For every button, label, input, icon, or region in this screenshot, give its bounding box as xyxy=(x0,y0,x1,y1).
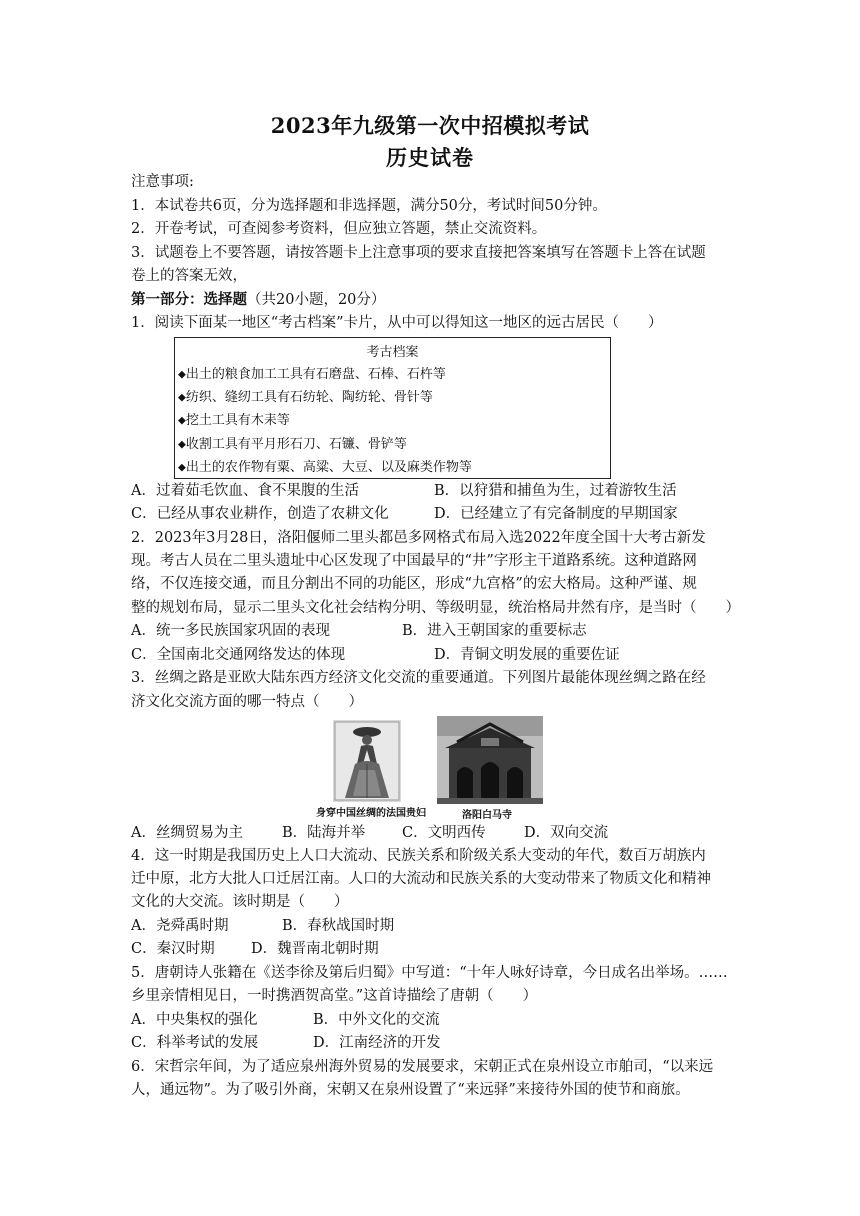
q3-option-b: B．陆海并举 xyxy=(282,825,366,841)
temple-illustration xyxy=(437,716,543,804)
q4-option-a: A．尧舜禹时期 xyxy=(131,918,229,934)
q1-option-a: A．过着茹毛饮血、食不果腹的生活 xyxy=(131,483,359,499)
part1-heading xyxy=(131,290,385,310)
q5-line: 乡里亲情相见日，一时携酒贺高堂。”这首诗描绘了唐朝（ ） xyxy=(131,988,538,1004)
q5-option-b: B．中外文化的交流 xyxy=(313,1012,440,1028)
q3-option-c: C．文明西传 xyxy=(402,825,486,841)
q4-line: 迁中原，北方大批人口迁居江南。人口的大流动和民族关系的大变动带来了物质文化和精神 xyxy=(131,871,711,887)
q3-line: 3．丝绸之路是亚欧大陆东西方经济文化交流的重要通道。下列图片最能体现丝绸之路在经 xyxy=(131,670,706,686)
q3-line: 济文化交流方面的哪一特点（ ） xyxy=(131,694,363,710)
q1-option-b: B．以狩猎和捕鱼为生，过着游牧生活 xyxy=(434,483,677,499)
card-title: 考古档案 xyxy=(366,345,419,360)
french-noblewoman-photo xyxy=(333,720,401,802)
photo2-caption: 洛阳白马寺 xyxy=(462,810,512,821)
noblewoman-illustration xyxy=(333,720,401,802)
q2-option-c: C．全国南北交通网络发达的体现 xyxy=(131,647,346,663)
q5-line: 5．唐朝诗人张籍在《送李徐及第后归蜀》中写道：“十年人咏好诗章，今日成名出举场。…… xyxy=(131,965,728,981)
photo1-caption: 身穿中国丝绸的法国贵妇 xyxy=(316,808,426,819)
q1-stem: 1．阅读下面某一地区“考古档案”卡片，从中可以得知这一地区的远古居民（ ） xyxy=(131,315,663,331)
q5-option-a: A．中央集权的强化 xyxy=(131,1012,258,1028)
q1-option-d: D．已经建立了有完备制度的早期国家 xyxy=(434,506,678,522)
note-line: 3．试题卷上不要答题，请按答题卡上注意事项的要求直接把答案填写在答题卡上答在试题 xyxy=(131,245,706,261)
white-horse-temple-photo xyxy=(437,716,543,804)
exam-subtitle: 历史试卷 xyxy=(386,145,474,170)
q4-option-c: C．秦汉时期 xyxy=(131,941,215,957)
note-line: 2．开卷考试，可查阅参考资料，但应独立答题，禁止交流资料。 xyxy=(131,221,547,237)
q6-line: 6．宋哲宗年间，为了适应泉州海外贸易的发展要求，宋朝正式在泉州设立市舶司，“以来远 xyxy=(131,1059,714,1075)
part1-label: 第一部分：选择题 xyxy=(131,291,247,308)
part1-note: （共20小题，20分） xyxy=(247,292,386,308)
q3-option-a: A．丝绸贸易为主 xyxy=(131,825,243,841)
q4-option-d: D．魏晋南北朝时期 xyxy=(251,941,379,957)
q2-option-d: D．青铜文明发展的重要佐证 xyxy=(434,647,620,663)
notes-heading: 注意事项: xyxy=(131,174,194,190)
q4-line: 4．这一时期是我国历史上人口大流动、民族关系和阶级关系大变动的年代，数百万胡族内 xyxy=(131,848,706,864)
q5-option-c: C．科举考试的发展 xyxy=(131,1035,259,1051)
note-line: 1．本试卷共6页，分为选择题和非选择题，满分50分，考试时间50分钟。 xyxy=(131,198,607,214)
q2-option-b: B．进入王朝国家的重要标志 xyxy=(402,623,587,639)
card-item: ◆纺织、缝纫工具有石纺轮、陶纺轮、骨针等 xyxy=(178,390,433,405)
card-item: ◆出土的粮食加工工具有石磨盘、石棒、石杵等 xyxy=(178,367,446,382)
q4-option-b: B．春秋战国时期 xyxy=(282,918,395,934)
exam-title: 2023年九级第一次中招模拟考试 xyxy=(270,113,590,138)
card-item: ◆收割工具有平月形石刀、石镰、骨铲等 xyxy=(178,437,407,452)
archaeology-card xyxy=(174,337,611,479)
q2-option-a: A．统一多民族国家巩固的表现 xyxy=(131,623,330,639)
q5-option-d: D．江南经济的开发 xyxy=(313,1035,441,1051)
q2-line: 2．2023年3月28日，洛阳偃师二里头都邑多网格式布局入选2022年度全国十大考古新发 xyxy=(131,530,706,546)
note-line: 卷上的答案无效， xyxy=(131,268,247,284)
q2-line: 现。考古人员在二里头遗址中心区发现了中国最早的“井”字形主干道路系统。这种道路网 xyxy=(131,553,697,569)
q2-line: 络，不仅连接交通，而且分割出不同的功能区，形成“九宫格”的宏大格局。这种严谨、规 xyxy=(131,576,697,592)
card-item: ◆挖土工具有木耒等 xyxy=(178,413,290,428)
q6-line: 人，通远物”。为了吸引外商，宋朝又在泉州设置了“来远驿”来接待外国的使节和商旅。 xyxy=(131,1082,690,1098)
q3-option-d: D．双向交流 xyxy=(524,825,609,841)
q4-line: 文化的大交流。该时期是（ ） xyxy=(131,894,349,910)
q2-line: 整的规划布局，显示二里头文化社会结构分明、等级明显，统治格局井然有序，是当时（ ） xyxy=(131,600,740,616)
card-item: ◆出土的农作物有粟、高粱、大豆、以及麻类作物等 xyxy=(178,460,472,475)
q1-option-c: C．已经从事农业耕作，创造了农耕文化 xyxy=(131,506,389,522)
